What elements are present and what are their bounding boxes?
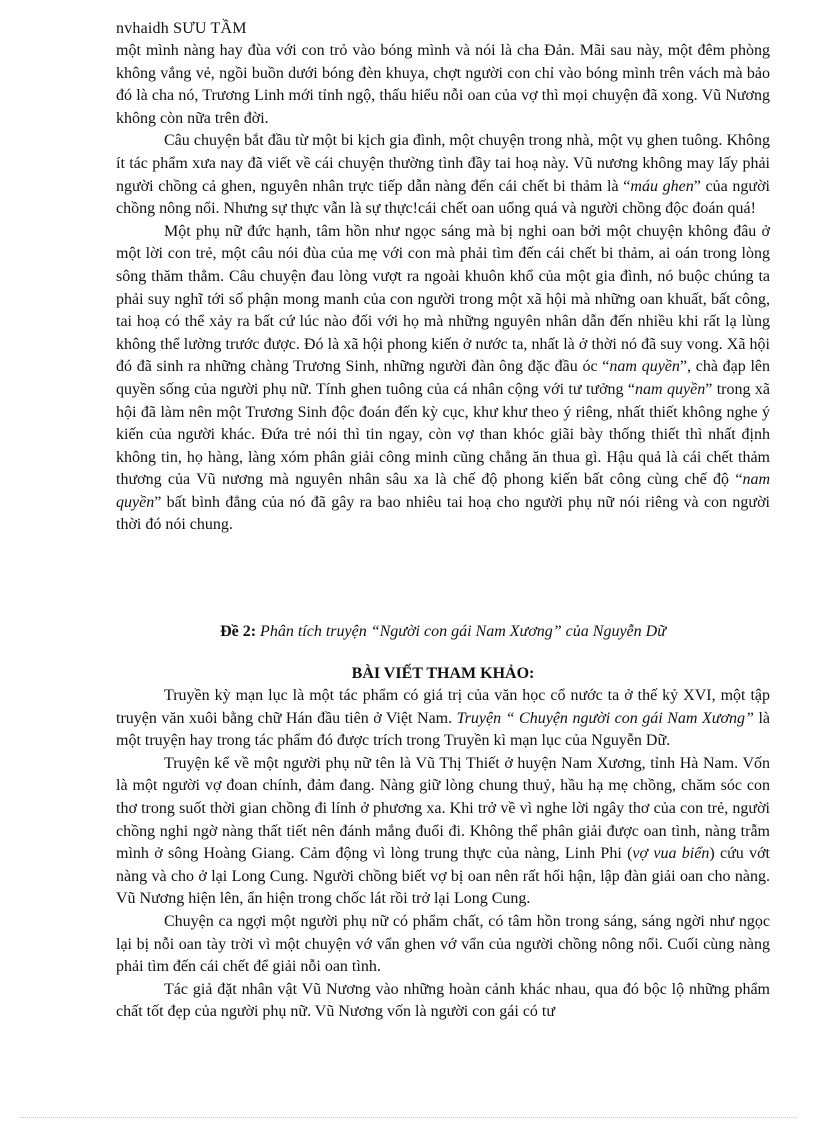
essay-part-2 (116, 685, 770, 1024)
topic-text: Phân tích truyện “Người con gái Nam Xương” của Nguyễn Dữ (260, 623, 666, 640)
paragraph: Câu chuyện bắt đầu từ một bi kịch gia đình, một chuyện trong nhà, một vụ ghen tuông. Không ít tác phẩm xưa nay đã viết về cái chuyện thường tình đầy tai hoạ này. Vũ nương không may lấy phải người chồng cả ghen, nguyên nhân trực tiếp dẫn nàng đến cái chết bi thảm là “máu ghen” của người chồng nông nổi. Nhưng sự thực vẫn là sự thực!cái chết oan uổng quá và người chồng độc đoán quá! (116, 132, 770, 218)
paragraph: Tác giả đặt nhân vật Vũ Nương vào những hoàn cảnh khác nhau, qua đó bộc lộ những phẩm chất tốt đẹp của người phụ nữ. Vũ Nương vốn là người con gái có tư (116, 980, 770, 1021)
paragraph: một mình nàng hay đùa với con trỏ vào bóng mình và nói là cha Đản. Mãi sau này, một đêm phòng không vắng vẻ, ngồi buồn dưới bóng đèn khuya, chợt người con chỉ vào bóng mình trên vách mà bảo đó là cha nó, Trương Linh mới tỉnh ngộ, thấu hiểu nỗi oan của vợ thì mọi chuyện đã xong. Vũ Nương không còn nữa trên đời. (116, 42, 770, 127)
emphasis: máu ghen (630, 177, 694, 195)
topic-label: Đề 2: (220, 623, 257, 640)
emphasis: nam quyền (609, 358, 680, 376)
page-header: nvhaidh SƯU TẦM (116, 20, 247, 37)
paragraph: Chuyện ca ngợi một người phụ nữ có phẩm chất, có tâm hồn trong sáng, sáng ngời như ngọc lại bị nỗi oan tày trời vì một chuyện vớ vẩn ghen vớ vẩn của người chồng nông nổi. Cuối cùng nàng phải tìm đến cái chết để giải nỗi oan tình. (116, 912, 770, 976)
emphasis: nam quyền (635, 380, 706, 398)
emphasis: Truyện “ Chuyện người con gái Nam Xương” (456, 709, 754, 727)
paragraph: Truyện kể về một người phụ nữ tên là Vũ Thị Thiết ở huyện Nam Xương, tỉnh Hà Nam. Vốn là một người vợ đoan chính, đảm đang. Nàng giữ lòng chung thuỷ, hầu hạ mẹ chồng, chăm sóc con thơ trong suốt thời gian chồng đi lính ở phương xa. Khi trở về vì nghe lời ngây thơ của con trẻ, người chồng nghi ngờ nàng thất tiết nên đánh mắng đuổi đi. Không thể phân giải được oan tình, nàng trẫm mình ở sông Hoàng Giang. Cảm động vì lòng trung thực của nàng, Linh Phi (vợ vua biển) cứu vớt nàng và cho ở lại Long Cung. Người chồng biết vợ bị oan nên rất hối hận, lập đàn giải oan cho nàng. Vũ Nương hiện lên, ẩn hiện trong chốc lát rồi trở lại Long Cung. (116, 754, 771, 908)
emphasis: vợ vua biển (632, 845, 710, 863)
paragraph: Một phụ nữ đức hạnh, tâm hồn như ngọc sáng mà bị nghi oan bởi một chuyện không đâu ở một lời con trẻ, một câu nói đùa của mẹ với con mà phải tìm đến cái chết bi thảm, ai oán trong lòng sông thăm thẳm. Câu chuyện đau lòng vượt ra ngoài khuôn khổ của một gia đình, nó buộc chúng ta phải suy nghĩ tới số phận mong manh của con người trong một xã hội mà những oan khuất, bất công, tai hoạ có thể xảy ra bất cứ lúc nào đối với họ mà những nguyên nhân dẫn đến nhiều khi rất lạ lùng không thể lường trước được. Đó là xã hội phong kiến ở nước ta, nhất là ở thời nó đã suy vong. Xã hội đó đã sinh ra những chàng Trương Sinh, những người đàn ông đặc đầu óc “nam quyền”, chà đạp lên quyền sống của người phụ nữ. Tính ghen tuông của cá nhân cộng với tư tưởng “nam quyền” trong xã hội đã làm nên một Trương Sinh độc đoán đến kỳ cục, khư khư theo ý riêng, nhất thiết không nghe ý kiến của người khác. Đứa trẻ nói thì tin ngay, còn vợ than khóc giãi bày thống thiết thì nhất định không tin, họ hàng, làng xóm phân giải công minh cũng chẳng ăn thua gì. Hậu quả là cái chết thảm thương của Vũ nương mà nguyên nhân sâu xa là chế độ phong kiến bất công cùng chế độ “nam quyền” bất bình đẳng của nó đã gây ra bao nhiêu tai hoạ cho người phụ nữ nói riêng và con người thời đó nói chung. (116, 222, 771, 534)
emphasis: nam quyền (116, 471, 770, 511)
paragraph: Truyền kỳ mạn lục là một tác phẩm có giá trị của văn học cổ nước ta ở thế kỷ XVI, một tập truyện văn xuôi bằng chữ Hán đầu tiên ở Việt Nam. Truyện “ Chuyện người con gái Nam Xương” là một truyện hay trong tác phẩm đó được trích trong Truyền kì mạn lục của Nguyễn Dữ. (116, 687, 771, 750)
reference-title: BÀI VIẾT THAM KHẢO: (351, 665, 535, 682)
topic-heading (116, 621, 770, 643)
page-bottom-divider (20, 1117, 796, 1118)
essay-part-1 (116, 40, 770, 537)
